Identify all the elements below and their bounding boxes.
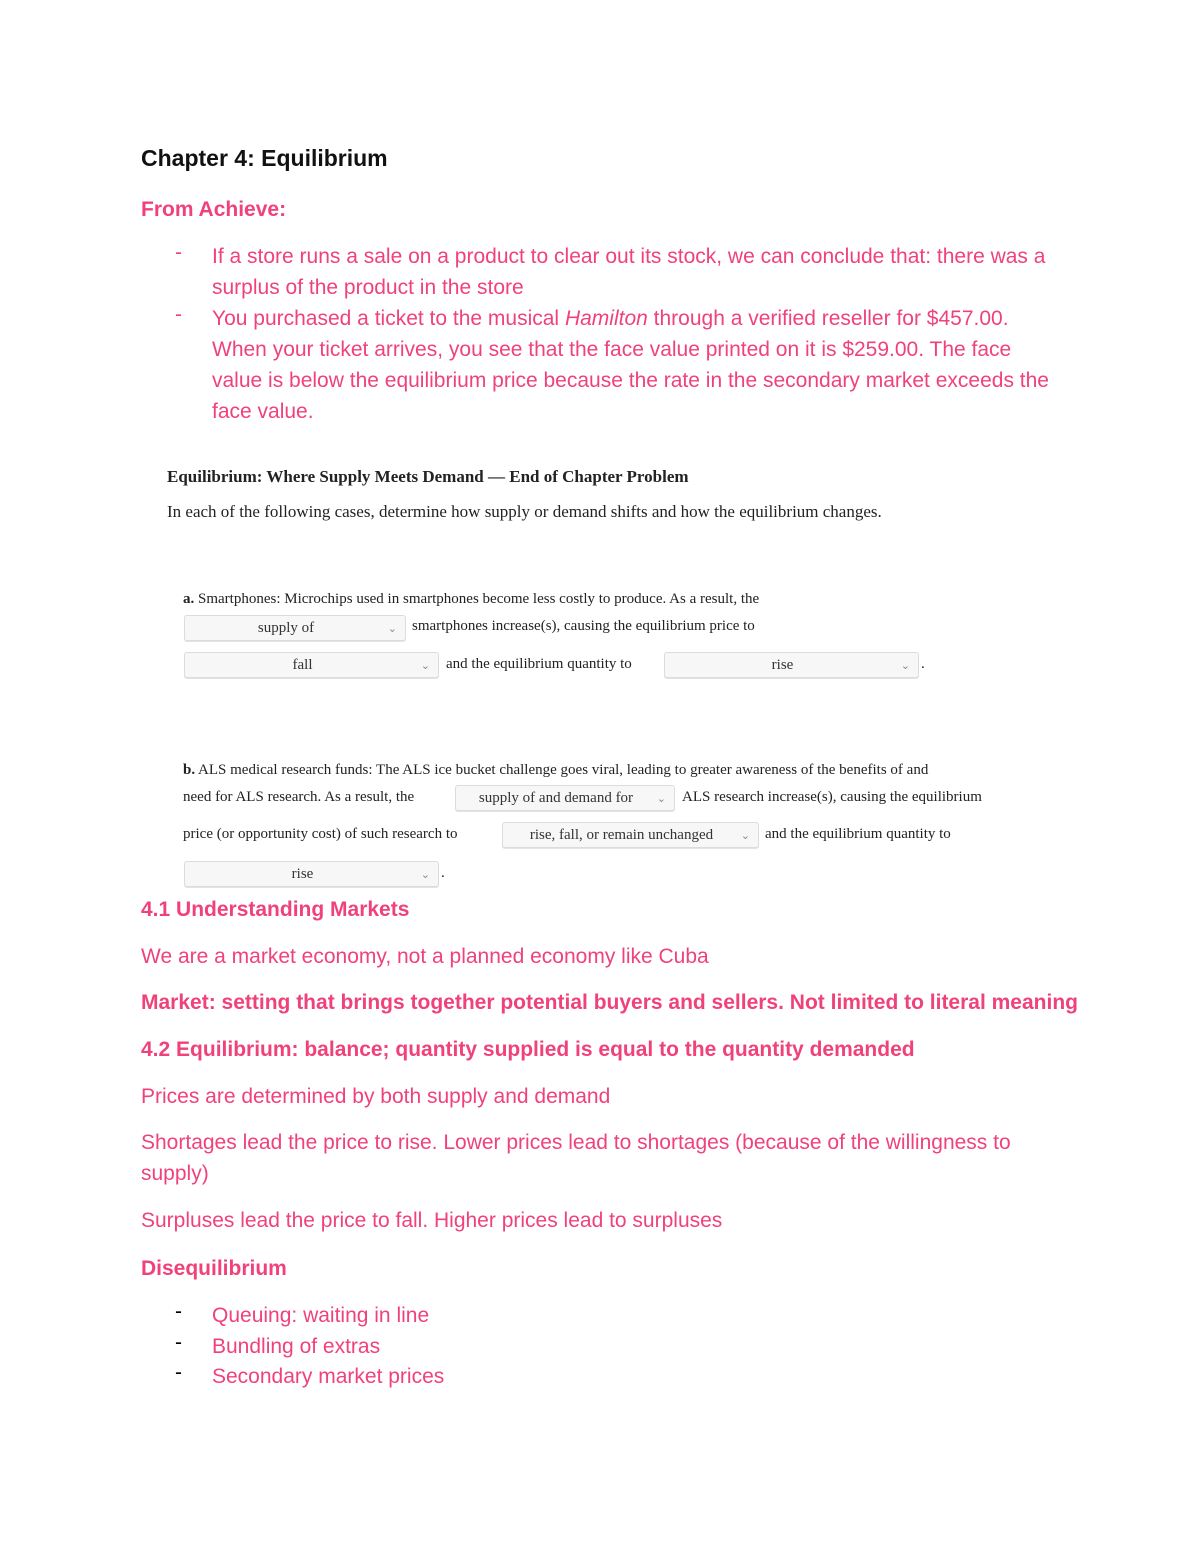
diseq-item-3: Secondary market prices	[212, 1365, 445, 1388]
part-b-text-2: need for ALS research. As a result, the	[183, 789, 415, 805]
part-a-select-3[interactable]: rise ⌄	[664, 652, 919, 678]
part-b-select-3[interactable]: rise ⌄	[184, 861, 439, 887]
list-dash: -	[175, 1300, 182, 1323]
bullet-dash: -	[175, 303, 182, 326]
part-a-text-3: and the equilibrium quantity to	[446, 656, 632, 672]
part-b-line1: b. ALS medical research funds: The ALS ice bucket challenge goes viral, leading to greater awareness of the benefits of and	[183, 762, 929, 778]
list-dash: -	[175, 1331, 182, 1354]
problem-intro: In each of the following cases, determine how supply or demand shifts and how the equilibrium changes.	[167, 502, 882, 521]
heading-4-1: 4.1 Understanding Markets	[141, 898, 410, 921]
part-b-select-1[interactable]: supply of and demand for ⌄	[455, 785, 675, 811]
note-shortages: Shortages lead the price to rise. Lower prices lead to shortages (because of the willingness to supply)	[141, 1131, 1011, 1185]
part-a-select-1[interactable]: supply of ⌄	[184, 615, 406, 641]
list-dash: -	[175, 1361, 182, 1384]
part-b-text-4: price (or opportunity cost) of such research to	[183, 826, 458, 842]
diseq-item-2: Bundling of extras	[212, 1335, 381, 1358]
note-prices: Prices are determined by both supply and demand	[141, 1085, 611, 1108]
part-b-end: .	[441, 865, 445, 881]
diseq-item-1: Queuing: waiting in line	[212, 1304, 430, 1327]
achieve-bullet-1: If a store runs a sale on a product to clear out its stock, we can conclude that: there was a surplus of the product in the store	[212, 245, 1046, 299]
problem-heading: Equilibrium: Where Supply Meets Demand — End of Chapter Problem	[167, 467, 689, 486]
part-a-end: .	[921, 656, 925, 672]
part-a-text-2: smartphones increase(s), causing the equilibrium price to	[412, 618, 755, 634]
part-b-text-5: and the equilibrium quantity to	[765, 826, 951, 842]
achieve-heading: From Achieve:	[141, 198, 287, 221]
part-b-select-2[interactable]: rise, fall, or remain unchanged ⌄	[502, 822, 759, 848]
heading-4-2: 4.2 Equilibrium: balance; quantity supplied is equal to the quantity demanded	[141, 1038, 915, 1061]
bullet-dash: -	[175, 241, 182, 264]
page-title: Chapter 4: Equilibrium	[141, 145, 388, 171]
note-surpluses: Surpluses lead the price to fall. Higher prices lead to surpluses	[141, 1209, 723, 1232]
note-market-economy: We are a market economy, not a planned economy like Cuba	[141, 945, 709, 968]
heading-disequilibrium: Disequilibrium	[141, 1257, 287, 1280]
part-a-select-2[interactable]: fall ⌄	[184, 652, 439, 678]
note-market-definition: Market: setting that brings together potential buyers and sellers. Not limited to literal meaning	[141, 991, 1078, 1014]
part-a-line1: a. Smartphones: Microchips used in smartphones become less costly to produce. As a result, the	[183, 591, 760, 607]
part-b-text-3: ALS research increase(s), causing the equilibrium	[682, 789, 982, 805]
achieve-bullet-2: You purchased a ticket to the musical Hamilton through a verified reseller for $457.00. When your ticket arrives, you see that the face value printed on it is $259.00. The face value is below the equilibrium price because the rate in the secondary market exceeds the face value.	[212, 307, 1049, 423]
